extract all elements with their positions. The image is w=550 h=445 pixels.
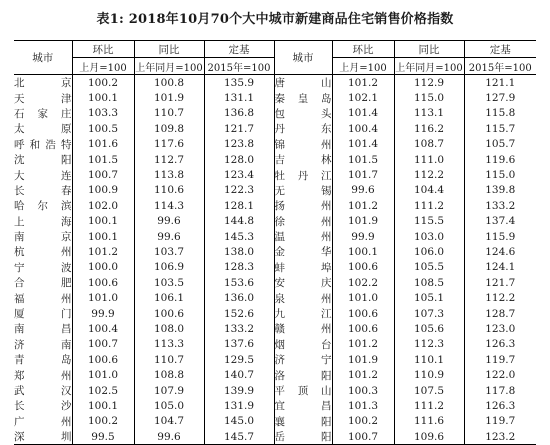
mom-value-left: 102.5 [72,383,134,398]
fixed-value-left: 136.0 [204,290,274,305]
city-name-left: 合 肥 [14,275,72,290]
fixed-value-left: 128.0 [204,152,274,167]
fixed-value-right: 112.2 [485,292,516,305]
city-name-left: 沈 阳 [14,152,72,167]
table-row [14,275,536,290]
fixed-value-right: 105.7 [485,138,516,151]
yoy-value-left: 113.8 [134,167,204,182]
header-mom-sub-left: 上月=100 [72,58,134,75]
yoy-value-right: 105.1 [394,290,464,305]
yoy-value-right: 108.7 [394,137,464,152]
mom-value-left: 100.1 [72,229,134,244]
yoy-value-left: 108.8 [134,367,204,382]
fixed-value-right: 115.9 [485,230,516,243]
city-name-left: 郑 州 [14,367,72,382]
fixed-value-left: 145.0 [204,414,274,429]
table-row [14,367,536,382]
city-name-right: 吉 林 [274,152,332,167]
city-name-left: 石家庄 [14,106,72,121]
fixed-value-left: 140.7 [204,367,274,382]
mom-value-right: 101.4 [332,106,394,121]
mom-value-left: 100.1 [72,90,134,105]
fixed-value-right: 122.0 [485,369,516,382]
mom-value-right: 101.2 [332,198,394,213]
fixed-value-right: 119.6 [485,153,516,166]
header-mom-sub-right: 上月=100 [332,58,394,75]
yoy-value-right: 111.0 [394,152,464,167]
table-row [14,167,536,182]
fixed-value-right: 121.1 [485,76,516,89]
fixed-value-left: 133.2 [204,321,274,336]
city-name-right: 赣 州 [274,321,332,336]
city-name-right: 秦皇岛 [274,90,332,105]
fixed-value-right: 139.8 [485,184,516,197]
yoy-value-left: 106.1 [134,290,204,305]
fixed-value-left: 138.0 [204,244,274,259]
table-row [14,183,536,198]
fixed-value-right: 119.7 [485,415,516,428]
yoy-value-right: 105.5 [394,260,464,275]
mom-value-left: 101.2 [72,244,134,259]
mom-value-left: 99.9 [72,306,134,321]
mom-value-left: 100.7 [72,167,134,182]
header-fixed-left: 定基 [204,41,274,58]
city-name-left: 长 沙 [14,398,72,413]
mom-value-right: 100.1 [332,244,394,259]
fixed-value-right: 115.0 [485,169,516,182]
mom-value-right: 101.2 [332,367,394,382]
mom-value-right: 100.7 [332,429,394,445]
header-yoy-left: 同比 [134,41,204,58]
city-name-left: 厦 门 [14,306,72,321]
mom-value-right: 102.2 [332,275,394,290]
fixed-value-right: 137.4 [485,215,516,228]
mom-value-left: 100.2 [72,414,134,429]
table-row [14,214,536,229]
mom-value-left: 100.6 [72,275,134,290]
yoy-value-right: 108.5 [394,275,464,290]
table-row [14,90,536,105]
city-name-right: 牡丹江 [274,167,332,182]
yoy-value-left: 114.3 [134,198,204,213]
city-name-right: 无 锡 [274,183,332,198]
fixed-value-right: 126.3 [485,338,516,351]
mom-value-right: 100.3 [332,383,394,398]
fixed-value-right: 119.7 [485,353,516,366]
city-name-right: 金 华 [274,244,332,259]
fixed-value-left: 129.5 [204,352,274,367]
mom-value-right: 101.0 [332,290,394,305]
fixed-value-left: 137.6 [204,337,274,352]
table-row [14,152,536,167]
yoy-value-left: 103.5 [134,275,204,290]
price-index-table [14,40,536,445]
city-name-right: 温 州 [274,229,332,244]
table-row [14,321,536,336]
table-row [14,398,536,413]
yoy-value-left: 99.6 [134,214,204,229]
table-row [14,352,536,367]
mom-value-left: 102.0 [72,198,134,213]
yoy-value-right: 111.2 [394,198,464,213]
yoy-value-left: 103.7 [134,244,204,259]
city-name-right: 济 宁 [274,352,332,367]
yoy-value-left: 110.7 [134,352,204,367]
fixed-value-left: 122.3 [204,183,274,198]
city-name-left: 北 京 [14,75,72,91]
city-name-left: 深 圳 [14,429,72,445]
mom-value-right: 101.5 [332,152,394,167]
mom-value-right: 101.7 [332,167,394,182]
fixed-value-left: 145.7 [204,429,274,445]
header-yoy-sub-left: 上年同月=100 [134,58,204,75]
mom-value-right: 100.6 [332,306,394,321]
city-name-right: 安 庆 [274,275,332,290]
mom-value-right: 100.4 [332,121,394,136]
table-row [14,337,536,352]
mom-value-right: 101.2 [332,337,394,352]
city-name-left: 武 汉 [14,383,72,398]
mom-value-left: 100.9 [72,183,134,198]
mom-value-right: 100.6 [332,260,394,275]
header-city-left: 城市 [14,41,72,75]
yoy-value-left: 99.6 [134,229,204,244]
yoy-value-right: 103.0 [394,229,464,244]
mom-value-right: 101.4 [332,137,394,152]
city-name-right: 泉 州 [274,290,332,305]
fixed-value-left: 121.7 [204,121,274,136]
table-row [14,198,536,213]
yoy-value-right: 111.2 [394,398,464,413]
yoy-value-left: 110.6 [134,183,204,198]
mom-value-left: 103.3 [72,106,134,121]
city-name-left: 南 京 [14,229,72,244]
yoy-value-right: 111.6 [394,414,464,429]
mom-value-right: 99.9 [332,229,394,244]
table-row [14,306,536,321]
header-row-main [14,41,536,58]
table-row [14,75,536,91]
mom-value-right: 102.1 [332,90,394,105]
city-name-right: 丹 东 [274,121,332,136]
mom-value-right: 101.3 [332,398,394,413]
table-title: 表1: 2018年10月70个大中城市新建商品住宅销售价格指数 [96,12,454,27]
city-name-right: 洛 阳 [274,367,332,382]
city-name-left: 杭 州 [14,244,72,259]
fixed-value-left: 131.1 [204,90,274,105]
yoy-value-right: 113.1 [394,106,464,121]
city-name-right: 九 江 [274,306,332,321]
mom-value-left: 100.2 [72,75,134,91]
city-name-right: 烟 台 [274,337,332,352]
fixed-value-right: 124.1 [485,261,516,274]
city-name-left: 上 海 [14,214,72,229]
header-fixed-right: 定基 [464,41,536,58]
fixed-value-right: 127.9 [485,92,516,105]
yoy-value-right: 110.1 [394,352,464,367]
header-yoy-right: 同比 [394,41,464,58]
mom-value-right: 101.9 [332,214,394,229]
fixed-value-right: 123.0 [485,322,516,335]
yoy-value-right: 112.2 [394,167,464,182]
header-city-right: 城市 [274,41,332,75]
yoy-value-left: 112.7 [134,152,204,167]
city-name-left: 呼和浩特 [14,137,72,152]
city-name-right: 唐 山 [274,75,332,91]
yoy-value-left: 113.3 [134,337,204,352]
yoy-value-right: 110.9 [394,367,464,382]
fixed-value-left: 153.6 [204,275,274,290]
yoy-value-left: 109.8 [134,121,204,136]
yoy-value-right: 107.3 [394,306,464,321]
fixed-value-right: 126.3 [485,399,516,412]
table-row [14,244,536,259]
yoy-value-left: 107.9 [134,383,204,398]
yoy-value-right: 116.2 [394,121,464,136]
table-row [14,260,536,275]
mom-value-left: 99.5 [72,429,134,445]
mom-value-right: 101.2 [332,75,394,91]
city-name-left: 广 州 [14,414,72,429]
fixed-value-left: 123.8 [204,137,274,152]
fixed-value-right: 115.8 [485,107,516,120]
city-name-right: 蚌 埠 [274,260,332,275]
yoy-value-right: 105.6 [394,321,464,336]
city-name-left: 宁 波 [14,260,72,275]
mom-value-right: 100.2 [332,414,394,429]
mom-value-left: 101.5 [72,152,134,167]
table-row [14,414,536,429]
city-name-left: 南 昌 [14,321,72,336]
yoy-value-right: 109.6 [394,429,464,445]
mom-value-left: 101.0 [72,367,134,382]
yoy-value-left: 100.6 [134,306,204,321]
mom-value-left: 100.1 [72,398,134,413]
table-row [14,290,536,305]
yoy-value-right: 112.9 [394,75,464,91]
yoy-value-left: 110.7 [134,106,204,121]
yoy-value-left: 105.0 [134,398,204,413]
fixed-value-right: 121.7 [485,276,516,289]
yoy-value-left: 117.6 [134,137,204,152]
city-name-right: 襄 阳 [274,414,332,429]
header-mom-right: 环比 [332,41,394,58]
city-name-left: 福 州 [14,290,72,305]
yoy-value-right: 115.0 [394,90,464,105]
mom-value-left: 100.6 [72,352,134,367]
fixed-value-right: 133.2 [485,199,516,212]
yoy-value-right: 106.0 [394,244,464,259]
table-row [14,121,536,136]
table-row [14,137,536,152]
fixed-value-right: 123.2 [464,429,536,445]
city-name-left: 天 津 [14,90,72,105]
yoy-value-right: 112.3 [394,337,464,352]
header-yoy-sub-right: 上年同月=100 [394,58,464,75]
mom-value-left: 100.0 [72,260,134,275]
fixed-value-left: 128.3 [204,260,274,275]
yoy-value-right: 104.4 [394,183,464,198]
city-name-right: 包 头 [274,106,332,121]
fixed-value-left: 136.8 [204,106,274,121]
fixed-value-left: 139.9 [204,383,274,398]
yoy-value-left: 100.8 [134,75,204,91]
fixed-value-right: 115.7 [485,122,516,135]
fixed-value-left: 145.3 [204,229,274,244]
fixed-value-left: 152.6 [204,306,274,321]
header-fixed-sub-right: 2015年=100 [468,62,532,74]
city-name-right: 扬 州 [274,198,332,213]
city-name-right: 岳 阳 [274,429,332,445]
mom-value-left: 100.1 [72,214,134,229]
city-name-left: 济 南 [14,337,72,352]
header-mom-left: 环比 [72,41,134,58]
city-name-right: 平顶山 [274,383,332,398]
mom-value-right: 99.6 [332,183,394,198]
city-name-right: 宜 昌 [274,398,332,413]
table-row [14,229,536,244]
header-fixed-sub-left: 2015年=100 [204,58,274,75]
mom-value-right: 100.6 [332,321,394,336]
yoy-value-left: 99.6 [134,429,204,445]
fixed-value-right: 124.6 [485,245,516,258]
mom-value-left: 100.5 [72,121,134,136]
table-body [14,75,536,445]
fixed-value-left: 131.9 [204,398,274,413]
city-name-left: 太 原 [14,121,72,136]
city-name-left: 大 连 [14,167,72,182]
fixed-value-left: 123.4 [204,167,274,182]
mom-value-left: 101.0 [72,290,134,305]
fixed-value-left: 135.9 [204,75,274,91]
mom-value-left: 101.6 [72,137,134,152]
mom-value-left: 100.4 [72,321,134,336]
table-row [14,383,536,398]
yoy-value-right: 107.5 [394,383,464,398]
fixed-value-left: 128.1 [204,198,274,213]
fixed-value-right: 128.7 [485,307,516,320]
yoy-value-left: 101.9 [134,90,204,105]
mom-value-left: 100.7 [72,337,134,352]
city-name-right: 徐 州 [274,214,332,229]
city-name-right: 锦 州 [274,137,332,152]
fixed-value-right: 117.8 [485,384,516,397]
yoy-value-left: 104.7 [134,414,204,429]
yoy-value-right: 115.5 [394,214,464,229]
yoy-value-left: 106.9 [134,260,204,275]
city-name-left: 青 岛 [14,352,72,367]
mom-value-right: 101.9 [332,352,394,367]
yoy-value-left: 108.0 [134,321,204,336]
city-name-left: 哈尔滨 [14,198,72,213]
city-name-left: 长 春 [14,183,72,198]
fixed-value-left: 144.8 [204,214,274,229]
table-row [14,106,536,121]
